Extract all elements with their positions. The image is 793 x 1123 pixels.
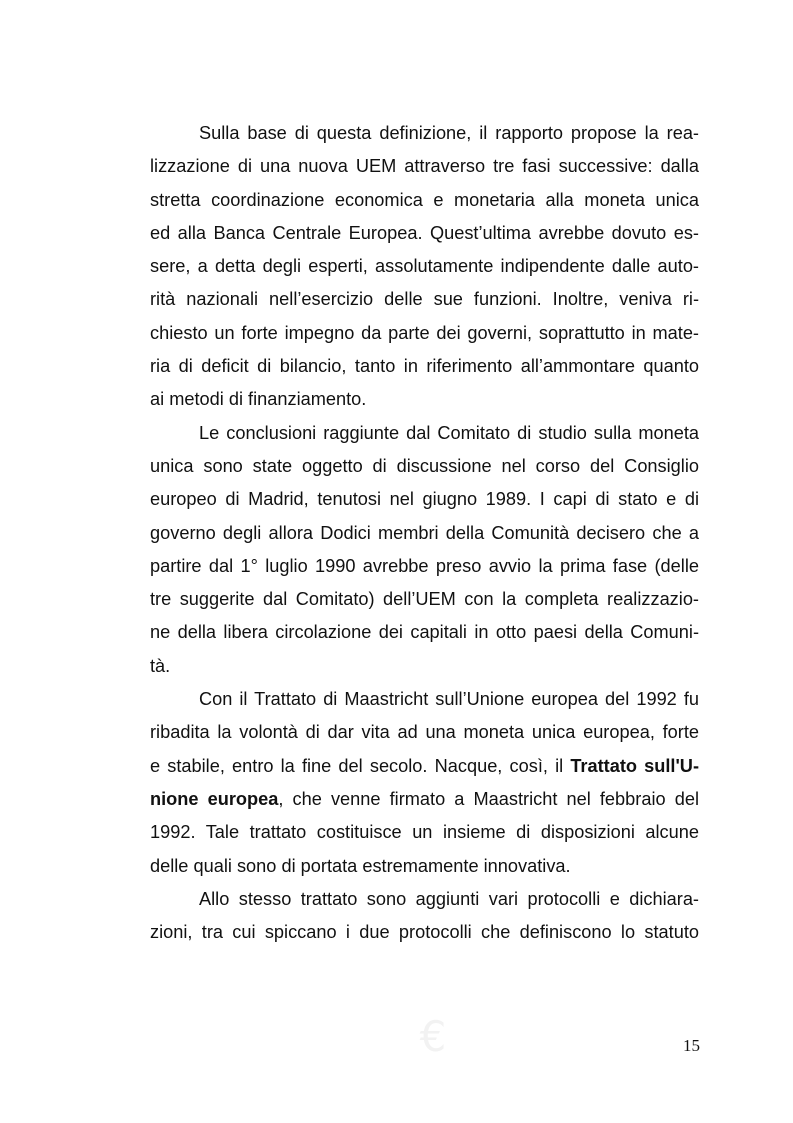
text-line: Sulla base di questa definizione, il rapporto propose la rea-: [199, 123, 699, 143]
text-line: tà.: [150, 655, 171, 676]
text-line: chiesto un forte impegno da parte dei governi, soprattutto in mate-: [150, 322, 699, 343]
text-run: e stabile, entro la fine del secolo. Nacque, così, il: [150, 755, 571, 776]
text-line: governo degli allora Dodici membri della Comunità decisero che a: [150, 522, 699, 543]
euro-sign-icon: €: [419, 1012, 447, 1061]
text-line: Le conclusioni raggiunte dal Comitato di studio sulla moneta: [199, 422, 699, 443]
text-run: , che venne firmato a Maastricht nel febbraio del: [278, 788, 699, 809]
text-line: europeo di Madrid, tenutosi nel giugno 1989. I capi di stato e di: [150, 489, 699, 510]
text-line: [150, 783, 699, 816]
text-line: sere, a detta degli esperti, assolutamente indipendente dalle auto-: [150, 256, 699, 277]
body-text: [150, 117, 699, 949]
text-line: 1992. Tale trattato costituisce un insieme di disposizioni alcune: [150, 822, 699, 843]
bold-term: Trattato sull'U-: [570, 755, 700, 776]
text-line: Allo stesso trattato sono aggiunti vari protocolli e dichiara-: [199, 888, 699, 909]
text-line: tre suggerite dal Comitato) dell’UEM con la completa realizzazio-: [150, 589, 699, 610]
text-line: partire dal 1° luglio 1990 avrebbe preso avvio la prima fase (delle: [150, 555, 699, 576]
text-line: zioni, tra cui spiccano i due protocolli che definiscono lo statuto: [150, 922, 699, 943]
text-line: Con il Trattato di Maastricht sull’Unione europea del 1992 fu: [199, 689, 699, 710]
page-number: 15: [683, 1036, 700, 1055]
text-line: unica sono state oggetto di discussione nel corso del Consiglio: [150, 455, 699, 476]
text-line: stretta coordinazione economica e monetaria alla moneta unica: [150, 189, 699, 210]
text-line: [150, 750, 699, 783]
text-line: delle quali sono di portata estremamente innovativa.: [150, 855, 571, 876]
text-line: lizzazione di una nuova UEM attraverso tre fasi successive: dalla: [150, 156, 699, 177]
text-line: ne della libera circolazione dei capitali in otto paesi della Comuni-: [150, 622, 699, 643]
text-line: rità nazionali nell’esercizio delle sue funzioni. Inoltre, veniva ri-: [150, 289, 699, 310]
text-line: ed alla Banca Centrale Europea. Quest’ultima avrebbe dovuto es-: [150, 222, 699, 243]
text-line: ribadita la volontà di dar vita ad una moneta unica europea, forte: [150, 722, 699, 743]
bold-term: nione europea: [150, 788, 279, 809]
text-line: ria di deficit di bilancio, tanto in riferimento all’ammontare quanto: [150, 356, 699, 377]
text-line: ai metodi di finanziamento.: [150, 389, 367, 410]
